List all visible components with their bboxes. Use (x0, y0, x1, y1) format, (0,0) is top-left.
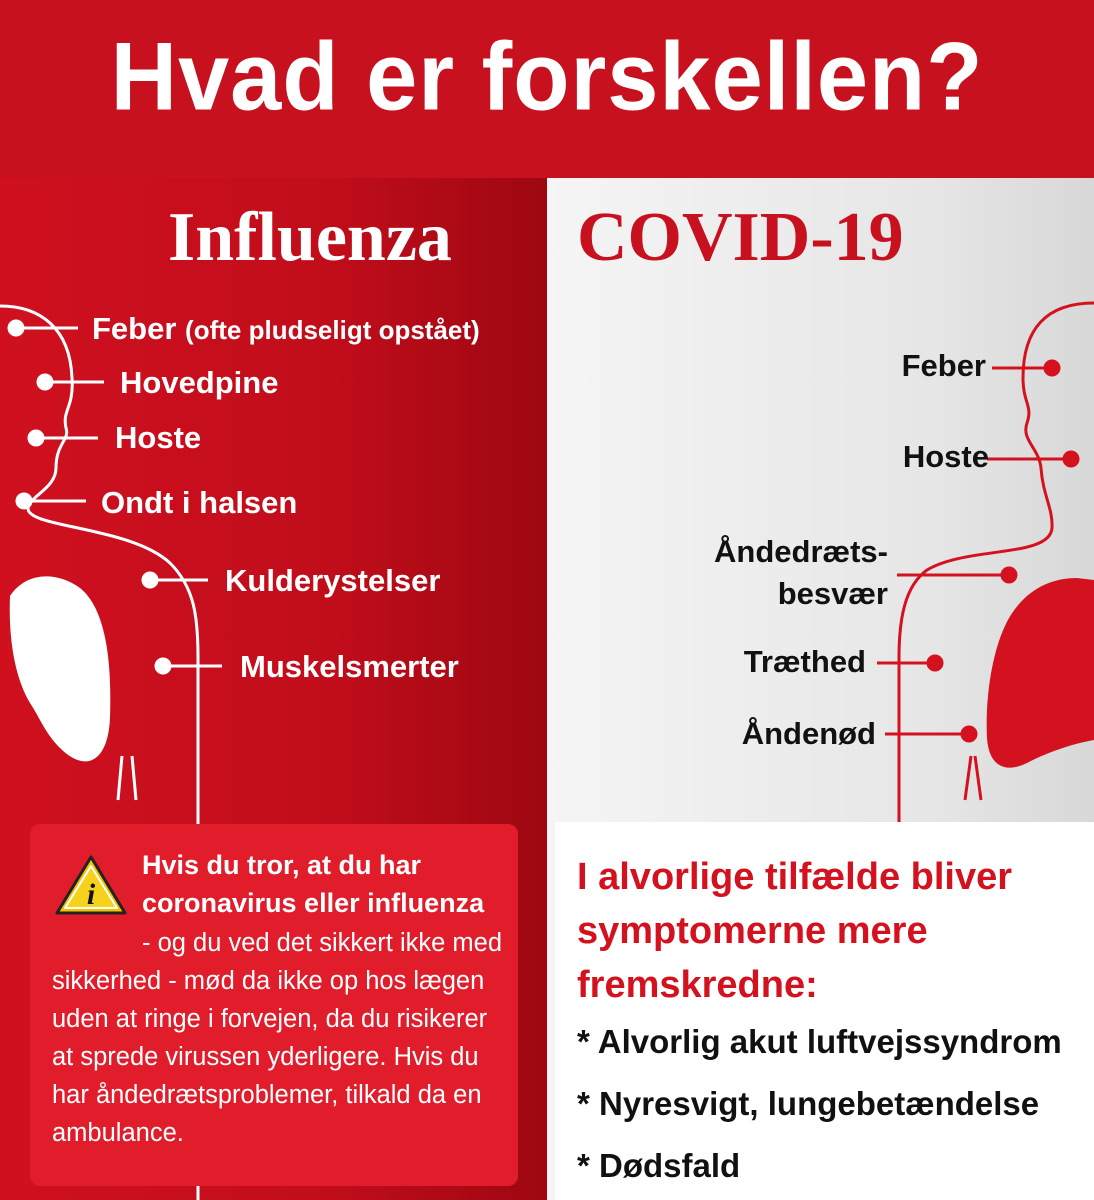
info-body-text: - og du ved det sikkert ikke med sikkerhed - mød da ikke op hos lægen uden at ringe i forvejen, da du risikerer at sprede virussen yderligere. Hvis du har åndedrætsproblemer, tilkald da en ambulance. (52, 929, 503, 1147)
info-box (30, 824, 518, 1186)
covid-symptom-andedraetsbesvaer: Åndedræts- besvær (714, 534, 888, 611)
lung-shape (10, 576, 111, 761)
influenza-panel (0, 178, 547, 1200)
symptom-feber: Feber (ofte pludseligt opstået) (92, 311, 480, 346)
severe-box (555, 822, 1094, 1200)
severe-item: * Alvorlig akut luftvejssyndrom (577, 1023, 1062, 1060)
covid-title: COVID-19 (577, 199, 904, 276)
symptom-hoste: Hoste (115, 420, 202, 455)
covid-symptom-andenod: Åndenød (741, 716, 876, 751)
symptom-ondt-i-halsen: Ondt i halsen (101, 485, 298, 520)
page-title: Hvad er forskellen? (110, 23, 984, 131)
severe-heading: I alvorlige tilfælde bliver symptomerne mere fremskredne: (577, 856, 1013, 1006)
warning-info-icon (54, 854, 128, 916)
covid-lung-shape (987, 578, 1094, 768)
symptom-muskelsmerter: Muskelsmerter (240, 649, 459, 684)
header (0, 0, 1094, 178)
severe-item: * Nyresvigt, lungebetændelse (577, 1085, 1040, 1122)
covid-symptom-traethed: Træthed (743, 644, 866, 679)
covid-panel (547, 178, 1094, 1200)
svg-text:i: i (86, 878, 96, 911)
severe-item: * Dødsfald (577, 1147, 741, 1184)
symptom-kulderystelser: Kulderystelser (225, 563, 441, 598)
influenza-title: Influenza (168, 199, 452, 276)
covid-symptom-feber: Feber (901, 348, 986, 383)
info-bold-text: Hvis du tror, at du har coronavirus eller influenza (142, 850, 485, 918)
covid-symptom-hoste: Hoste (902, 439, 989, 474)
symptom-hovedpine: Hovedpine (120, 365, 279, 400)
